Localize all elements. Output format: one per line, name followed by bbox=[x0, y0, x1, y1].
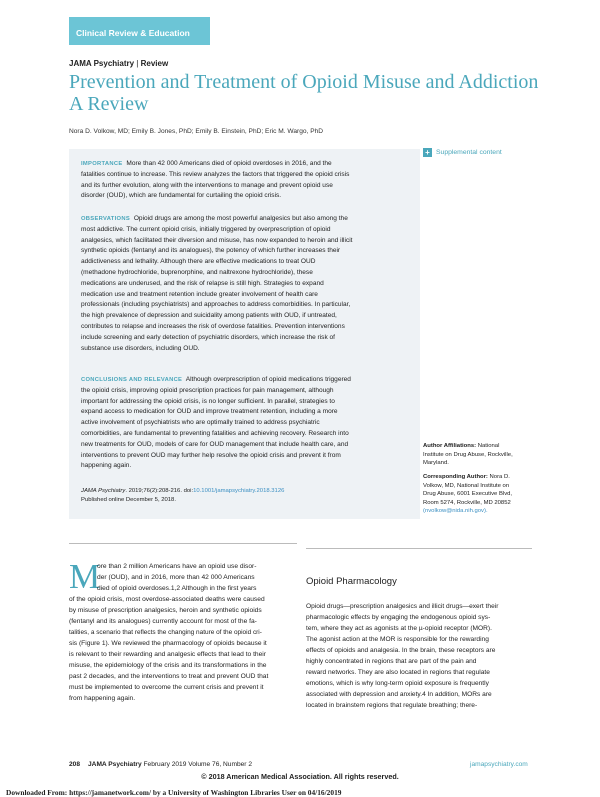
body-line: tem, where they act as agonists at the µ-opioid receptor (MOR). bbox=[306, 625, 492, 632]
abstract-line: the high prevalence of depression and suicidality among patients with OUD, if untreated, bbox=[81, 312, 337, 320]
journal-line bbox=[69, 59, 168, 68]
journal-name: JAMA Psychiatry bbox=[69, 59, 135, 68]
body-line: by misuse of prescription analgesics, heroin and synthetic opioids bbox=[69, 607, 262, 614]
importance-label: IMPORTANCE bbox=[81, 161, 123, 167]
download-notice: Downloaded From: https://jamanetwork.com/ by a University of Washington Libraries User on 04/16/2019 bbox=[6, 788, 342, 797]
title-line-1: Prevention and Treatment of Opioid Misuse and Addiction bbox=[69, 71, 539, 93]
citation-journal: JAMA Psychiatry bbox=[81, 488, 126, 494]
citation-line bbox=[81, 487, 381, 496]
corresponding-author bbox=[423, 473, 533, 516]
text-line: Opioid drugs are among the most powerful analgesics but also among the bbox=[133, 215, 348, 222]
corresponding-label: Corresponding Author: bbox=[423, 474, 488, 480]
text-line: National bbox=[477, 443, 500, 449]
abstract-line bbox=[81, 159, 381, 170]
side-line: Institute on Drug Abuse, Rockville, bbox=[423, 451, 513, 458]
body-line: must be implemented to overcome the current crisis and prevent it bbox=[69, 684, 264, 691]
divider bbox=[69, 543, 297, 544]
author-affiliations bbox=[423, 442, 533, 468]
footer-issue: February 2019 Volume 76, Number 2 bbox=[143, 761, 252, 768]
side-line: Drug Abuse, 6001 Executive Blvd, bbox=[423, 491, 513, 498]
side-line bbox=[423, 473, 533, 482]
body-line: is relevant to their rewarding and analgesic effects that lead to their bbox=[69, 651, 266, 658]
abstract-line: analgesics, which facilitated their diversion and misuse, has now expanded to heroin and illicit bbox=[81, 236, 353, 244]
text-line: More than 42 000 Americans died of opioid overdoses in 2016, and the bbox=[126, 160, 332, 167]
body-line: The agonist action at the MOR is responsible for the rewarding bbox=[306, 636, 489, 643]
authors: Nora D. Volkow, MD; Emily B. Jones, PhD; Emily B. Einstein, PhD; Eric M. Wargo, PhD bbox=[69, 128, 324, 135]
body-line: talities, a scenario that reflects the changing nature of the opioid cri- bbox=[69, 629, 262, 636]
email-link[interactable]: (nvolkow@nida.nih.gov). bbox=[423, 508, 488, 515]
published-date: Published online December 5, 2018. bbox=[81, 497, 176, 503]
drop-cap: M bbox=[69, 557, 101, 596]
abstract-line: and its further evolution, along with the interventions to manage and prevent opioid use bbox=[81, 181, 333, 189]
abstract-line: interventions to prevent OUD may further help resolve the opioid crisis and prevent it from bbox=[81, 451, 341, 459]
body-line: located in brainstem regions that regulate breathing; there- bbox=[306, 702, 478, 709]
abstract-line: expand access to medication for OUD and improve treatment retention, including a more bbox=[81, 408, 338, 416]
abstract-line: the opioid crisis, improving opioid prescription practices for pain management, although bbox=[81, 386, 334, 394]
abstract-line: new treatments for OUD, models of care for OUD management that include health care, and bbox=[81, 440, 349, 448]
body-line: from happening again. bbox=[69, 695, 136, 702]
abstract-line: disorder (OUD), which are fundamental for curtailing the opioid crisis. bbox=[81, 192, 282, 200]
abstract-importance bbox=[81, 159, 381, 202]
abstract-line: active involvement of psychiatrists who are optimally trained to address psychiatric bbox=[81, 419, 320, 427]
abstract-line: contributes to relapse and increases the risk of overdose fatalities. Prevention interventions bbox=[81, 322, 345, 330]
abstract-line: substance use disorders, including OUD. bbox=[81, 344, 200, 352]
citation-ref: . 2019;76(2):208-216. doi: bbox=[125, 488, 194, 494]
body-line: ore than 2 million Americans have an opioid use disor- bbox=[97, 563, 257, 570]
abstract-line: happening again. bbox=[81, 462, 132, 470]
article-title bbox=[69, 71, 549, 115]
abstract-line: fatalities continue to increase. This review analyzes the factors that triggered the opioid crisis bbox=[81, 170, 350, 178]
body-line: died of opioid overdoses.1,2 Although in the first years bbox=[97, 585, 257, 592]
abstract-line bbox=[81, 375, 386, 386]
section-heading: Opioid Pharmacology bbox=[306, 576, 397, 587]
affiliations-label: Author Affiliations: bbox=[423, 443, 477, 449]
body-line: past 2 decades, and the interventions to treat and prevent OUD that bbox=[69, 673, 269, 680]
side-line: Maryland. bbox=[423, 460, 449, 467]
body-line: (fentanyl and its analogues) currently account for most of the fa- bbox=[69, 618, 257, 625]
body-line: der (OUD), and in 2016, more than 42 000 Americans bbox=[97, 574, 255, 581]
page-number: 208 bbox=[69, 761, 81, 768]
copyright: © 2018 American Medical Association. All rights reserved. bbox=[201, 772, 399, 781]
abstract-line: medications are underused, and the risk of relapse is still high. Strategies to expand bbox=[81, 279, 324, 287]
section-tab: Clinical Review & Education bbox=[69, 17, 210, 45]
abstract-line: professionals (including psychiatrists) and approaches to address comorbidities. In particular, bbox=[81, 301, 351, 309]
supplemental-content-link[interactable] bbox=[423, 148, 502, 157]
body-line: highly concentrated in regions that are part of the pain and bbox=[306, 658, 477, 665]
body-line: sis (Figure 1). We reviewed the pharmacology of opioids because it bbox=[69, 640, 267, 647]
body-line: Opioid drugs—prescription analgesics and illicit drugs—exert their bbox=[306, 603, 499, 610]
supplemental-label: Supplemental content bbox=[436, 149, 502, 156]
abstract-line: synthetic opioids (fentanyl and its analogues), the potency of which further increases their bbox=[81, 247, 341, 255]
side-line bbox=[423, 442, 533, 451]
doi-link[interactable]: 10.1001/jamapsychiatry.2018.3126 bbox=[193, 488, 285, 494]
conclusions-label: CONCLUSIONS AND RELEVANCE bbox=[81, 377, 183, 383]
footer-url[interactable]: jamapsychiatry.com bbox=[470, 761, 528, 768]
body-line: pharmacologic effects by engaging the endogenous opioid sys- bbox=[306, 614, 491, 621]
abstract-line: most addictive. The current opioid crisis, initially triggered by overprescription of opioid bbox=[81, 225, 331, 233]
abstract-line: (methadone hydrochloride, buprenorphine, and naltrexone hydrochloride), these bbox=[81, 268, 313, 276]
divider bbox=[306, 548, 532, 549]
text-line: Although overprescription of opioid medications triggered bbox=[185, 376, 351, 383]
page-footer bbox=[69, 761, 252, 768]
title-line-2: A Review bbox=[69, 93, 149, 115]
abstract-line: addictiveness and lethality. Although there are effective medications to treat OUD bbox=[81, 258, 316, 266]
abstract-observations bbox=[81, 214, 386, 354]
side-line: Room 5274, Rockville, MD 20852 bbox=[423, 499, 511, 506]
citation bbox=[81, 487, 381, 505]
body-line: reward networks. They are also located in regions that regulate bbox=[306, 669, 490, 676]
separator: | bbox=[134, 59, 141, 68]
abstract-line: include screening and early detection of psychiatric disorders, which increase the risk of bbox=[81, 333, 336, 341]
abstract-line: comorbidities, are fundamental to preventing fatalities and achieving recovery. Research into bbox=[81, 429, 349, 437]
side-line: Volkow, MD, National Institute on bbox=[423, 482, 510, 489]
observations-label: OBSERVATIONS bbox=[81, 216, 131, 222]
footer-journal: JAMA Psychiatry bbox=[88, 761, 142, 768]
article-type: Review bbox=[140, 59, 169, 68]
plus-icon: + bbox=[423, 148, 432, 157]
body-line: of the opioid crisis, most overdose-associated deaths were caused bbox=[69, 596, 265, 603]
text-line: Nora D. bbox=[489, 474, 510, 480]
body-line: effects of opioids and analgesia. In the brain, these receptors are bbox=[306, 647, 496, 654]
abstract-conclusions bbox=[81, 375, 386, 472]
body-line: emotions, which is why long-term opioid exposure is frequently bbox=[306, 680, 489, 687]
abstract-line bbox=[81, 214, 386, 225]
abstract-line: medication use and treatment retention include greater involvement of health care bbox=[81, 290, 318, 298]
body-line: associated with depression and anxiety.4 In addition, MORs are bbox=[306, 691, 492, 698]
body-line: misuse, the epidemiology of the crisis and its transformations in the bbox=[69, 662, 267, 669]
abstract-line: important for addressing the opioid crisis, is no longer sufficient. In parallel, strategies to bbox=[81, 397, 335, 405]
